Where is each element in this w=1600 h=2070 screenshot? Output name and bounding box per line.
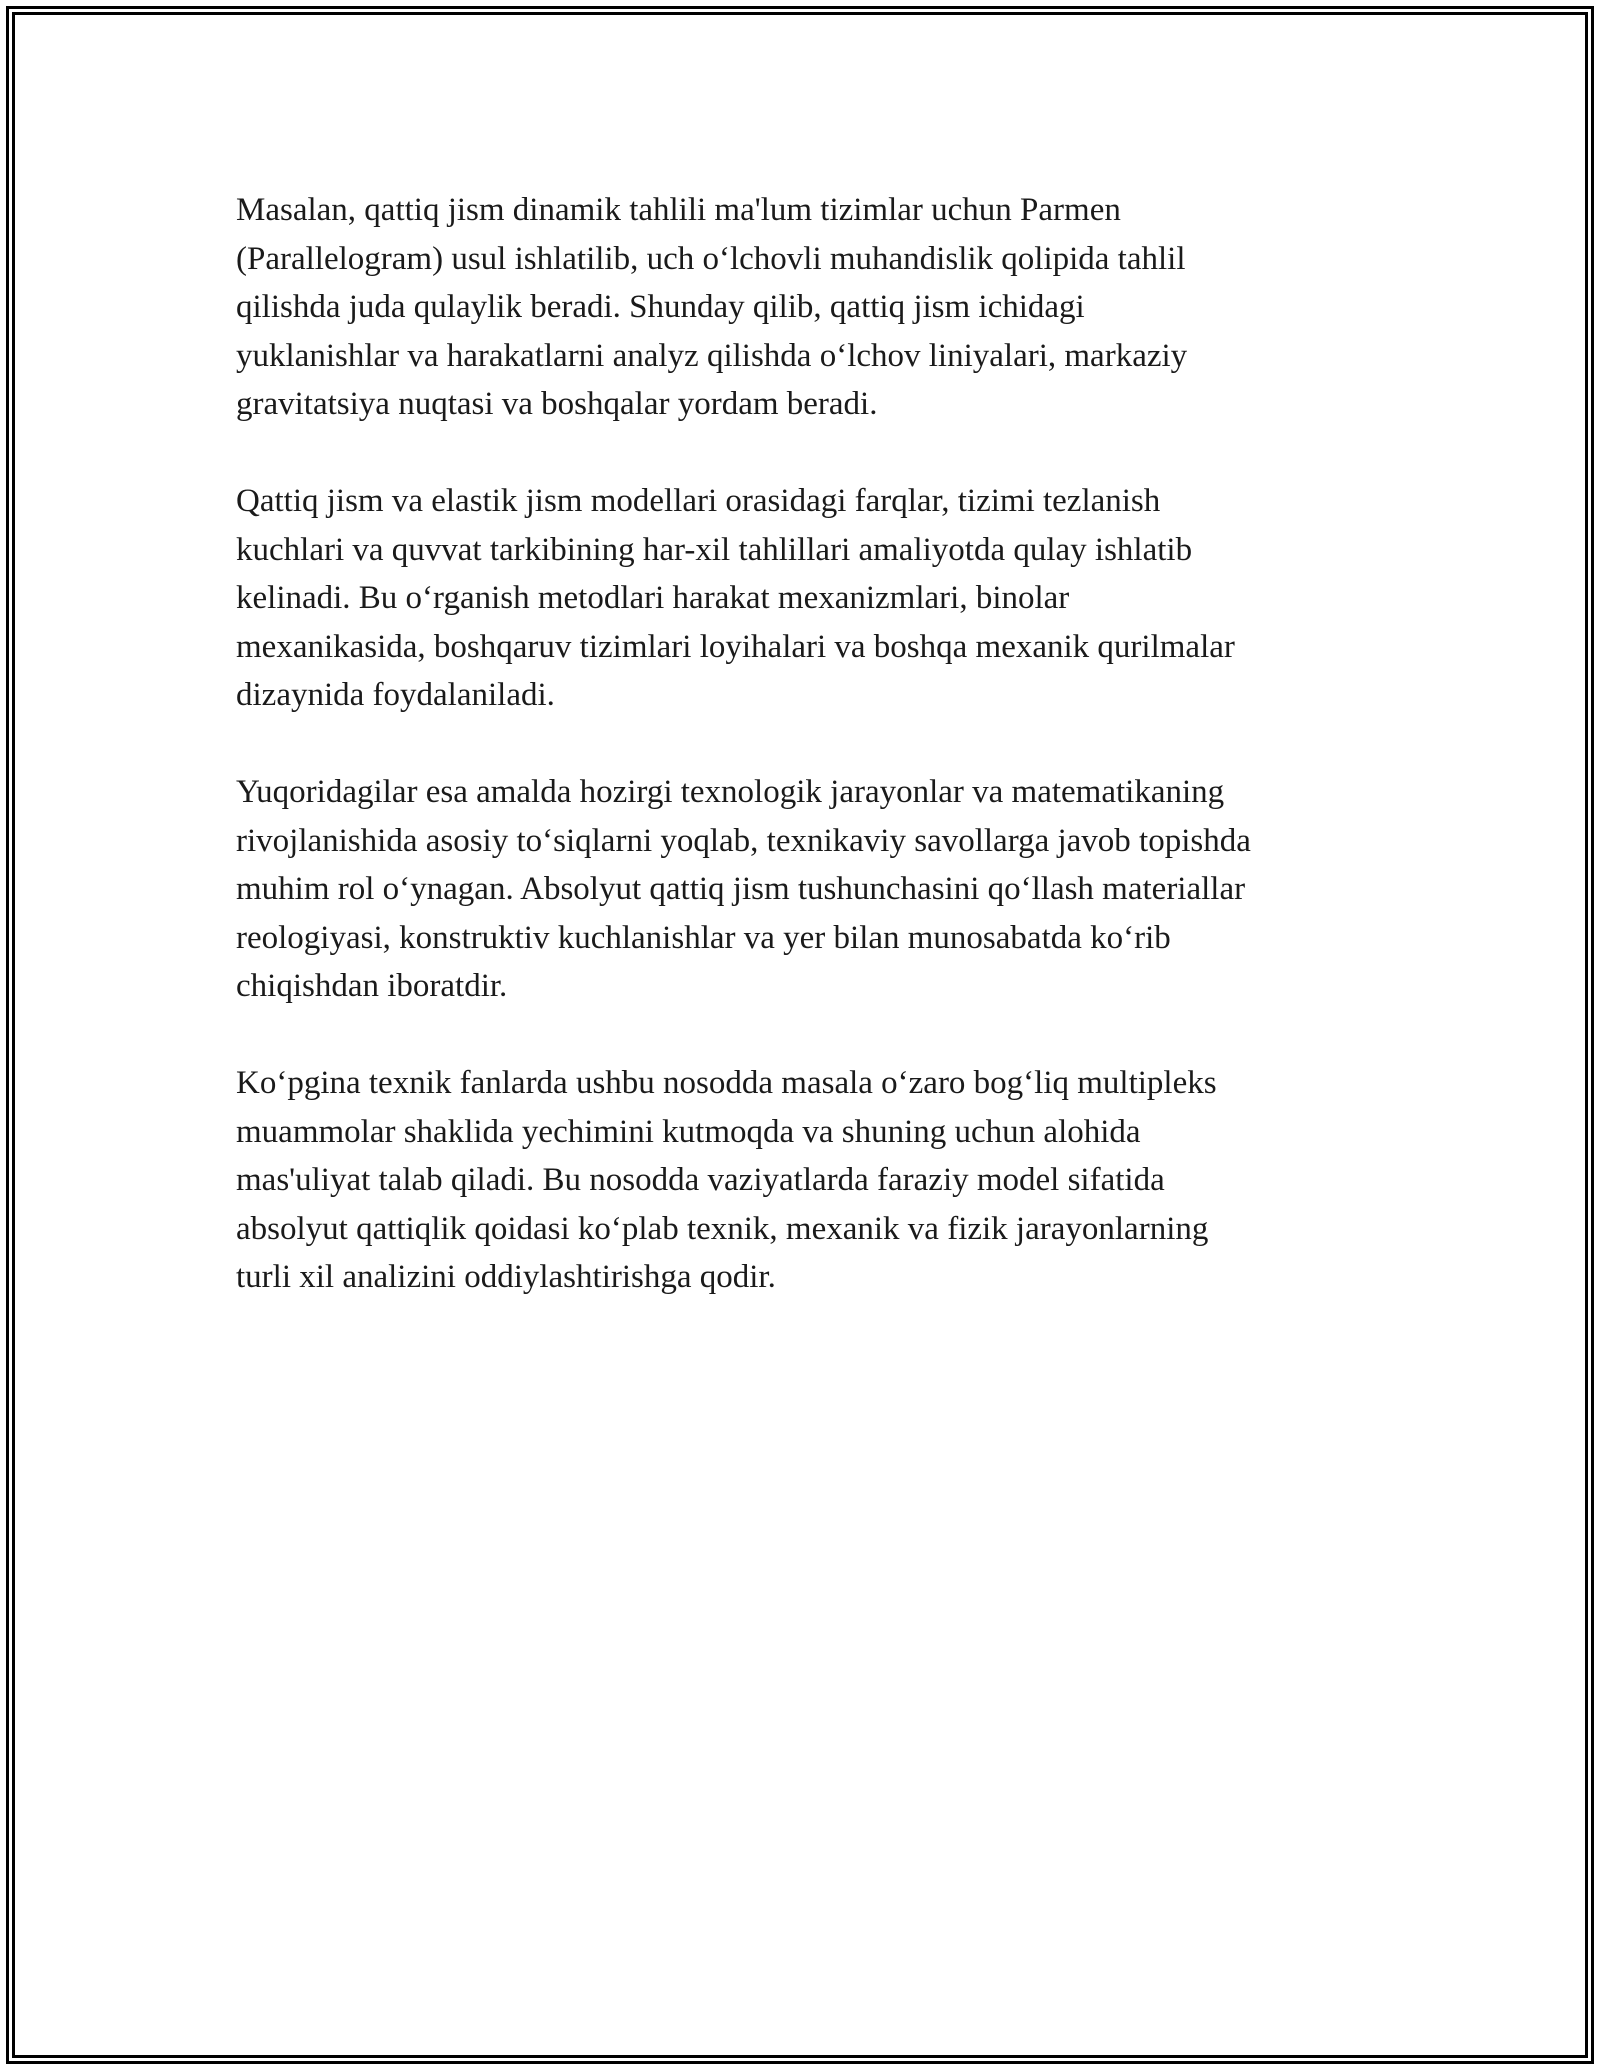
paragraph-1: Masalan, qattiq jism dinamik tahlili ma'lum tizimlar uchun Parmen (Parallelogram) usul ishlatilib, uch o‘lchovli muhandislik qolipida tahlil qilishda juda qulaylik beradi. Shunday qilib, qattiq jism ichidagi yuklanishlar va harakatlarni analyz qilishda o‘lchov liniyalari, markaziy gravitatsiya nuqtasi va boshqalar yordam beradi. [236,192,1188,422]
paragraph-4: Ko‘pgina texnik fanlarda ushbu nosodda masala o‘zaro bog‘liq multipleks muammolar shaklida yechimini kutmoqda va shuning uchun alohida mas'uliyat talab qiladi. Bu nosodda vaziyatlarda faraziy model sifatida absolyut qattiqlik qoidasi ko‘plab texnik, mexanik va fizik jarayonlarning turli xil analizini oddiylashtirishga qodir. [236,1065,1217,1295]
paragraph-2: Qattiq jism va elastik jism modellari orasidagi farqlar, tizimi tezlanish kuchlari va quvvat tarkibining har-xil tahlillari amaliyotda qulay ishlatib kelinadi. Bu o‘rganish metodlari harakat mexanizmlari, binolar mexanikasida, boshqaruv tizimlari loyihalari va boshqa mexanik qurilmalar dizaynida foydalaniladi. [236,483,1235,713]
document-body [236,186,1376,1350]
paragraph-3: Yuqoridagilar esa amalda hozirgi texnologik jarayonlar va matematikaning rivojlanishida asosiy to‘siqlarni yoqlab, texnikaviy savollarga javob topishda muhim rol o‘ynagan. Absolyut qattiq jism tushunchasini qo‘llash materiallar reologiyasi, konstruktiv kuchlanishlar va yer bilan munosabatda ko‘rib chiqishdan iboratdir. [236,774,1251,1004]
